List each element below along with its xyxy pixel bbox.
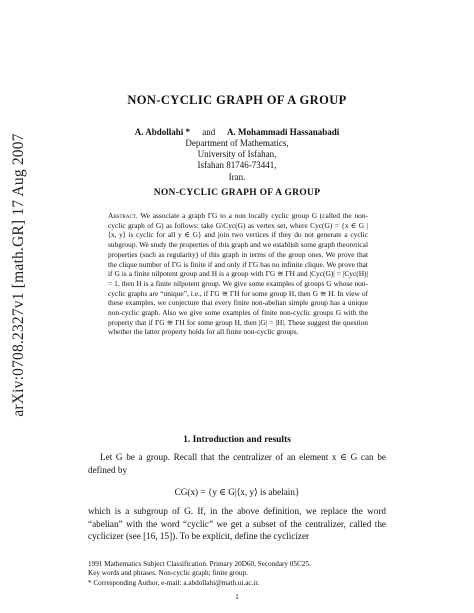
affiliation-line: Iran. (228, 171, 246, 182)
author-2: A. Mohammadi Hassanabadi (227, 127, 340, 137)
affiliation (0, 138, 474, 183)
footnote-msc: 1991 Mathematics Subject Classification. Primary 20D60, Secondary 05C25. (88, 560, 311, 568)
abstract (108, 211, 368, 337)
arxiv-identifier: arXiv:0708.2327v1 [math.GR] 17 Aug 2007 (10, 133, 27, 417)
body-paragraph-2: which is a subgroup of G. If, in the above definition, we replace the word “abelian” with the word “cyclic” we get a subset of the centralizer, called the cyclicizer (see [16, 15]). To be explicit, define the cyclicizer (88, 506, 386, 541)
body-paragraph-1: Let G be a group. Recall that the centralizer of an element x ∈ G can be defined by (88, 452, 386, 475)
abstract-text: We associate a graph ΓG to a non locally cyclic group G (called the non-cyclic graph of G) as follows: take G\Cyc(G) as vertex set, where Cyc(G) = {x ∈ G | ⟨x, y⟩ is cyclic for all y ∈ G} and join two vertices if they do not generate a cyclic subgroup. We study the properties of this graph and we establish some graph theoretical properties (such as regularity) of this graph in terms of the group ones. We prove that the clique number of ΓG is finite if and only if ΓG has no infinite clique. We prove that if G is a finite nilpotent group and H is a group with ΓG ≅ ΓH and |Cyc(G)| = |Cyc(H)| = 1, then H is a finite nilpotent group. We give some examples of groups G whose non-cyclic graphs are “unique”, i.e., if ΓG ≅ ΓH for some group H, then G ≅ H. In view of these examples, we conjecture that every finite non-abelian simple group has a unique non-cyclic graph. Also we give some examples of finite non-cyclic groups G with the property that if ΓG ≅ ΓH for some group H, then |G| = |H|. These suggest the question whether the latter property holds for all finite non-cyclic groups. (108, 211, 368, 337)
abstract-label: Abstract. (108, 211, 138, 220)
footnotes (88, 560, 388, 588)
affiliation-line: Isfahan 81746-73441, (197, 160, 277, 171)
affiliation-line: Department of Mathematics, (185, 138, 289, 148)
page-number: 1 (235, 592, 239, 601)
author-conjunction: and (202, 127, 216, 137)
footnote-keywords: Key words and phrases. Non-cyclic graph; finite group. (88, 569, 248, 578)
footnote-corresponding-author: * Corresponding Author, e-mail: a.abdollahi@math.ui.ac.ir. (88, 578, 260, 587)
paper-title: NON-CYCLIC GRAPH OF A GROUP (127, 93, 347, 107)
running-title: NON-CYCLIC GRAPH OF A GROUP (153, 188, 321, 198)
author-1: A. Abdollahi * (134, 127, 190, 137)
author-line (0, 127, 474, 137)
display-formula: CG(x) = {y ∈ G|⟨x, y⟩ is abelain} (174, 487, 300, 497)
affiliation-line: University of Isfahan, (197, 149, 277, 160)
section-heading: 1. Introduction and results (183, 435, 291, 445)
